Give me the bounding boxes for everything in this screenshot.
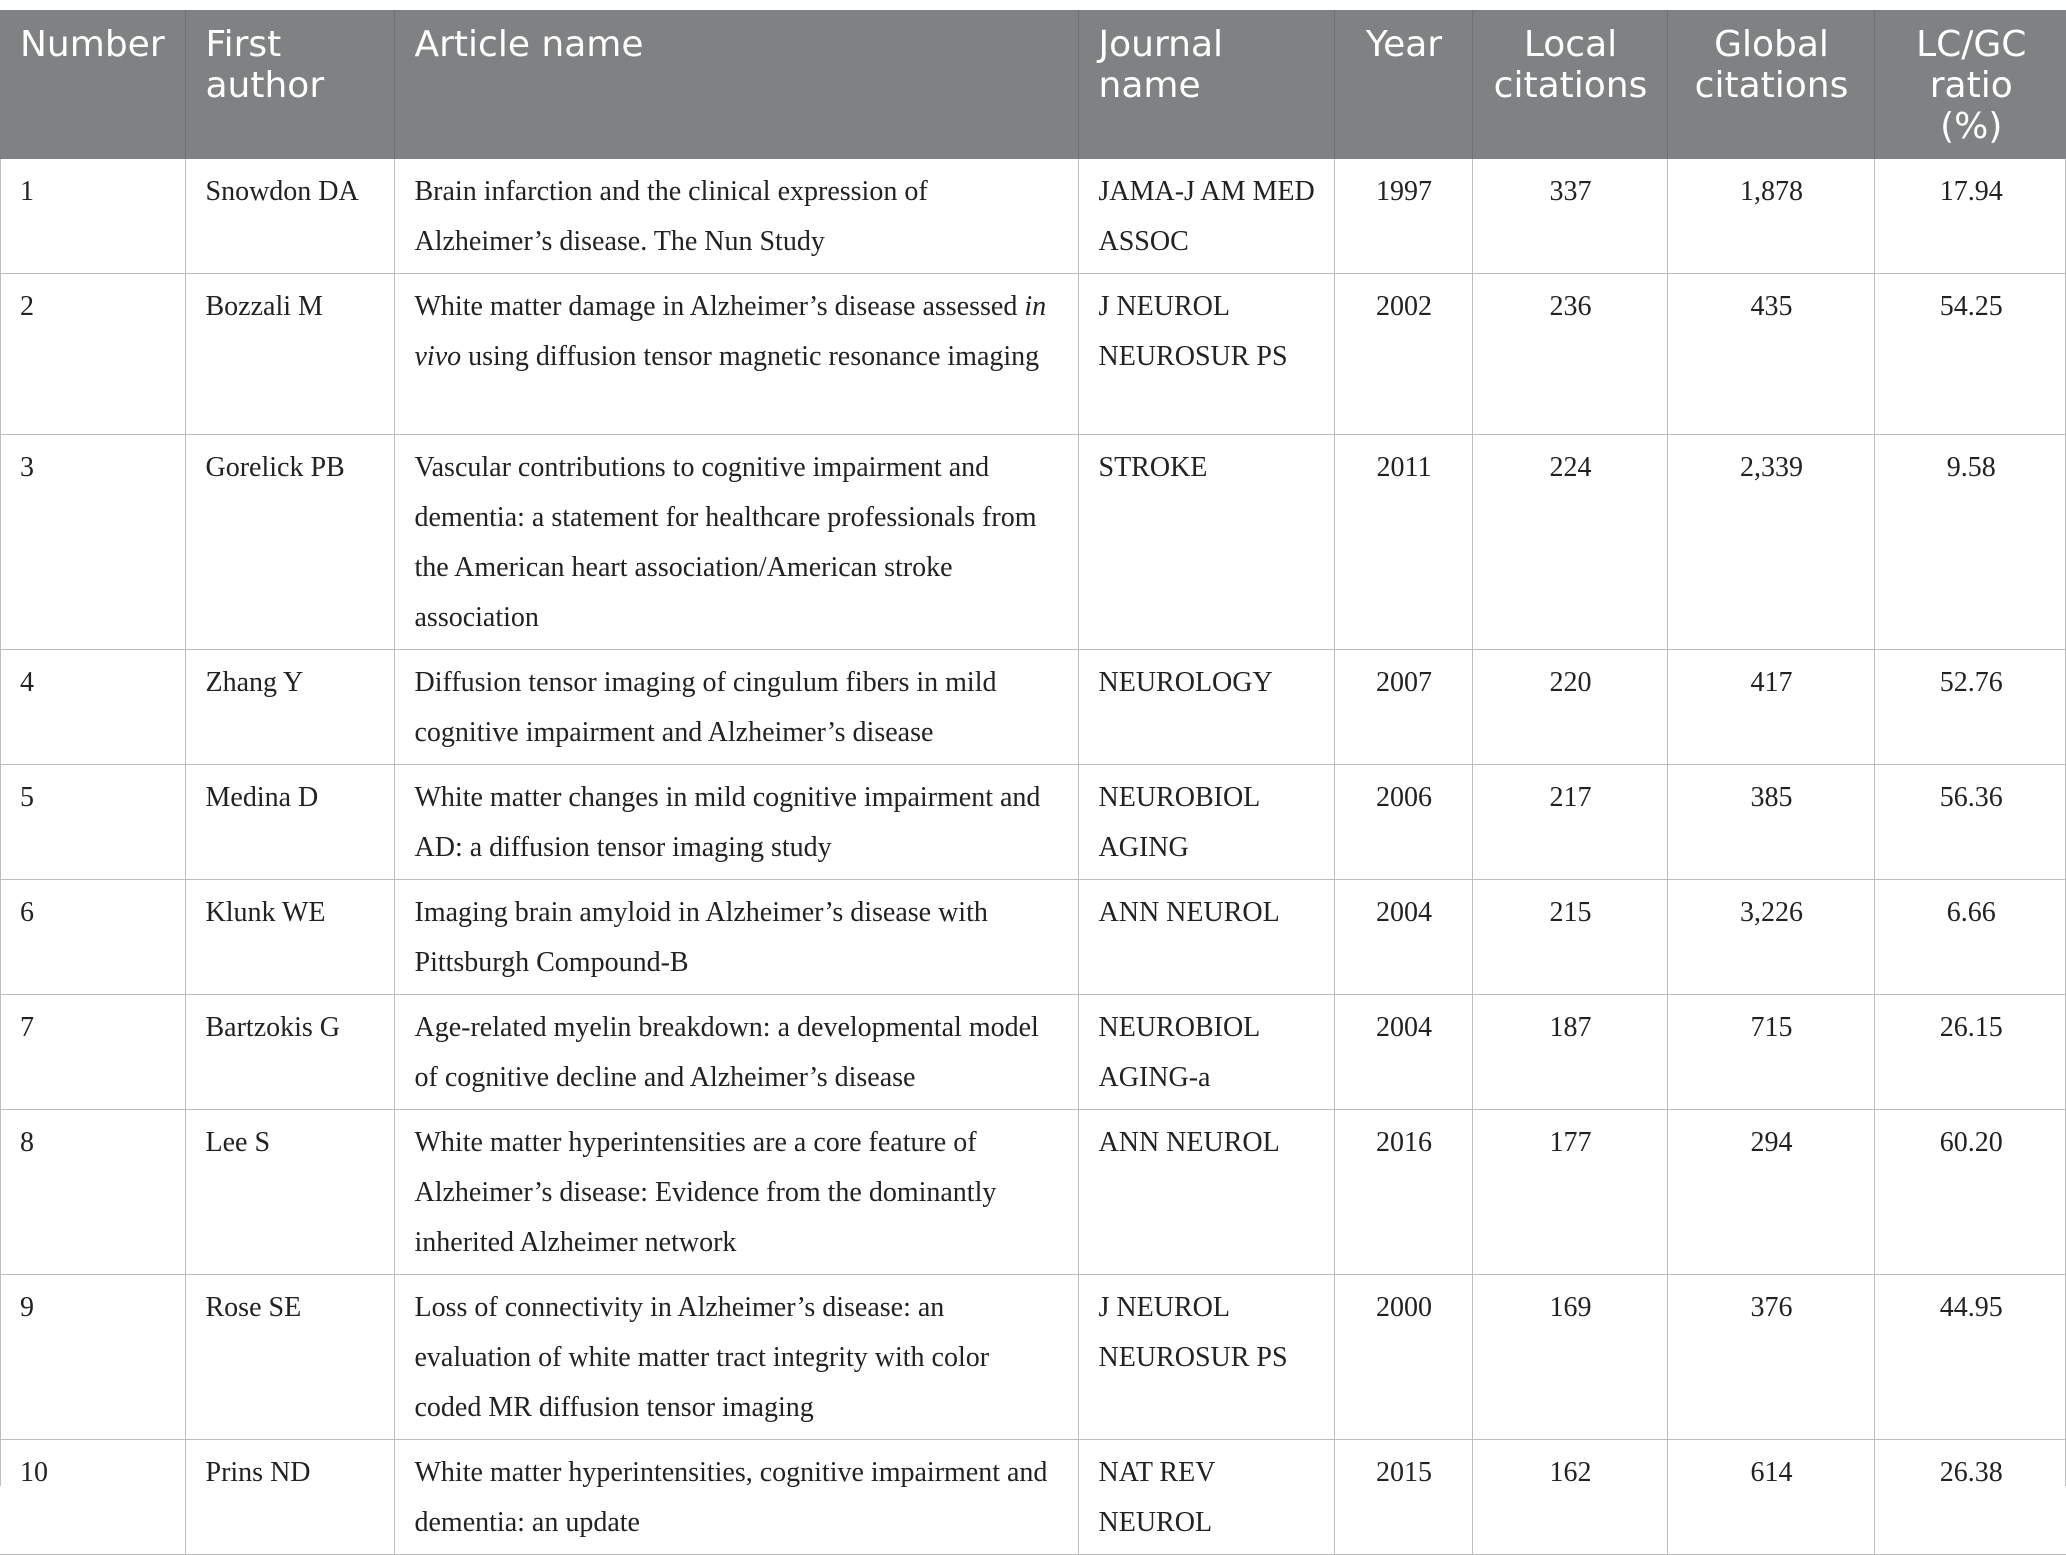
table-header bbox=[0, 10, 2066, 159]
article-name-text: White matter damage in Alzheimer’s disease assessed bbox=[414, 291, 1025, 322]
cell-article-name: White matter hyperintensities, cognitive impairment and dementia: an update bbox=[394, 1440, 1078, 1555]
table-row bbox=[0, 880, 2066, 995]
cell-local-citations: 162 bbox=[1472, 1440, 1667, 1555]
cell-journal-name: NEUROBIOL AGING-a bbox=[1078, 995, 1334, 1110]
cell-lc-gc-ratio: 6.66 bbox=[1874, 880, 2066, 995]
cell-journal-name: NAT REV NEUROL bbox=[1078, 1440, 1334, 1555]
cell-lc-gc-ratio: 17.94 bbox=[1874, 159, 2066, 274]
cell-number: 7 bbox=[0, 995, 185, 1110]
cell-number: 8 bbox=[0, 1110, 185, 1275]
cell-number: 2 bbox=[0, 274, 185, 435]
header-number: Number bbox=[0, 10, 185, 159]
table-row bbox=[0, 274, 2066, 435]
cell-first-author: Prins ND bbox=[185, 1440, 394, 1555]
cell-local-citations: 177 bbox=[1472, 1110, 1667, 1275]
table-row bbox=[0, 159, 2066, 274]
citations-table-container bbox=[0, 10, 2066, 1555]
cell-local-citations: 217 bbox=[1472, 765, 1667, 880]
cell-first-author: Snowdon DA bbox=[185, 159, 394, 274]
cell-number: 5 bbox=[0, 765, 185, 880]
cell-local-citations: 220 bbox=[1472, 650, 1667, 765]
cell-year: 2011 bbox=[1334, 435, 1472, 650]
cell-lc-gc-ratio: 26.15 bbox=[1874, 995, 2066, 1110]
cell-first-author: Bartzokis G bbox=[185, 995, 394, 1110]
cell-article-name: Brain infarction and the clinical expression of Alzheimer’s disease. The Nun Study bbox=[394, 159, 1078, 274]
header-global-citations: Global citations bbox=[1667, 10, 1874, 159]
cell-global-citations: 2,339 bbox=[1667, 435, 1874, 650]
cell-global-citations: 376 bbox=[1667, 1275, 1874, 1440]
cell-year: 2015 bbox=[1334, 1440, 1472, 1555]
cell-lc-gc-ratio: 9.58 bbox=[1874, 435, 2066, 650]
cell-article-name: White matter hyperintensities are a core feature of Alzheimer’s disease: Evidence from the dominantly inherited Alzheimer network bbox=[394, 1110, 1078, 1275]
cell-number: 1 bbox=[0, 159, 185, 274]
cell-local-citations: 236 bbox=[1472, 274, 1667, 435]
table-body bbox=[0, 159, 2066, 1555]
cell-first-author: Gorelick PB bbox=[185, 435, 394, 650]
cell-lc-gc-ratio: 60.20 bbox=[1874, 1110, 2066, 1275]
cell-local-citations: 187 bbox=[1472, 995, 1667, 1110]
cell-global-citations: 435 bbox=[1667, 274, 1874, 435]
cell-local-citations: 337 bbox=[1472, 159, 1667, 274]
header-lc-gc-ratio: LC/GC ratio (%) bbox=[1874, 10, 2066, 159]
cell-journal-name: J NEUROL NEUROSUR PS bbox=[1078, 1275, 1334, 1440]
table-row bbox=[0, 765, 2066, 880]
cell-journal-name: NEUROBIOL AGING bbox=[1078, 765, 1334, 880]
cell-year: 1997 bbox=[1334, 159, 1472, 274]
cell-article-name: Diffusion tensor imaging of cingulum fibers in mild cognitive impairment and Alzheimer’s disease bbox=[394, 650, 1078, 765]
table-row bbox=[0, 650, 2066, 765]
cell-journal-name: ANN NEUROL bbox=[1078, 880, 1334, 995]
cell-number: 9 bbox=[0, 1275, 185, 1440]
cell-global-citations: 614 bbox=[1667, 1440, 1874, 1555]
cell-local-citations: 169 bbox=[1472, 1275, 1667, 1440]
table-row bbox=[0, 995, 2066, 1110]
header-journal-name: Journal name bbox=[1078, 10, 1334, 159]
cell-global-citations: 1,878 bbox=[1667, 159, 1874, 274]
cell-journal-name: ANN NEUROL bbox=[1078, 1110, 1334, 1275]
cell-lc-gc-ratio: 26.38 bbox=[1874, 1440, 2066, 1555]
cell-first-author: Lee S bbox=[185, 1110, 394, 1275]
cell-local-citations: 224 bbox=[1472, 435, 1667, 650]
cell-journal-name: JAMA-J AM MED ASSOC bbox=[1078, 159, 1334, 274]
cell-lc-gc-ratio: 54.25 bbox=[1874, 274, 2066, 435]
cell-year: 2002 bbox=[1334, 274, 1472, 435]
header-local-citations: Local citations bbox=[1472, 10, 1667, 159]
table-row bbox=[0, 1275, 2066, 1440]
article-name-italic-text: in vivo bbox=[414, 291, 1047, 372]
cell-year: 2007 bbox=[1334, 650, 1472, 765]
cell-journal-name: NEUROLOGY bbox=[1078, 650, 1334, 765]
header-article-name: Article name bbox=[394, 10, 1078, 159]
cell-article-name: Loss of connectivity in Alzheimer’s disease: an evaluation of white matter tract integrity with color coded MR diffusion tensor imaging bbox=[394, 1275, 1078, 1440]
cell-global-citations: 715 bbox=[1667, 995, 1874, 1110]
cell-first-author: Rose SE bbox=[185, 1275, 394, 1440]
cell-number: 4 bbox=[0, 650, 185, 765]
cell-article-name: Age-related myelin breakdown: a developmental model of cognitive decline and Alzheimer’s disease bbox=[394, 995, 1078, 1110]
cell-year: 2000 bbox=[1334, 1275, 1472, 1440]
cell-first-author: Medina D bbox=[185, 765, 394, 880]
cell-number: 3 bbox=[0, 435, 185, 650]
cell-lc-gc-ratio: 56.36 bbox=[1874, 765, 2066, 880]
cell-number: 6 bbox=[0, 880, 185, 995]
cell-year: 2016 bbox=[1334, 1110, 1472, 1275]
table-row bbox=[0, 1440, 2066, 1555]
cell-global-citations: 294 bbox=[1667, 1110, 1874, 1275]
cell-year: 2006 bbox=[1334, 765, 1472, 880]
article-name-text: using diffusion tensor magnetic resonance imaging bbox=[461, 341, 1040, 372]
cell-journal-name: J NEUROL NEUROSUR PS bbox=[1078, 274, 1334, 435]
cell-lc-gc-ratio: 52.76 bbox=[1874, 650, 2066, 765]
table-row bbox=[0, 435, 2066, 650]
cell-first-author: Bozzali M bbox=[185, 274, 394, 435]
cell-year: 2004 bbox=[1334, 880, 1472, 995]
table-row bbox=[0, 1110, 2066, 1275]
cell-article-name: Imaging brain amyloid in Alzheimer’s disease with Pittsburgh Compound-B bbox=[394, 880, 1078, 995]
cell-journal-name: STROKE bbox=[1078, 435, 1334, 650]
cell-first-author: Zhang Y bbox=[185, 650, 394, 765]
cell-lc-gc-ratio: 44.95 bbox=[1874, 1275, 2066, 1440]
cell-article-name: White matter changes in mild cognitive impairment and AD: a diffusion tensor imaging study bbox=[394, 765, 1078, 880]
cell-year: 2004 bbox=[1334, 995, 1472, 1110]
cell-article-name bbox=[394, 274, 1078, 435]
cell-article-name: Vascular contributions to cognitive impairment and dementia: a statement for healthcare professionals from the American heart association/American stroke association bbox=[394, 435, 1078, 650]
header-year: Year bbox=[1334, 10, 1472, 159]
cell-number: 10 bbox=[0, 1440, 185, 1555]
header-row bbox=[0, 10, 2066, 159]
citations-table bbox=[0, 10, 2066, 1555]
cell-first-author: Klunk WE bbox=[185, 880, 394, 995]
cell-global-citations: 417 bbox=[1667, 650, 1874, 765]
cell-local-citations: 215 bbox=[1472, 880, 1667, 995]
header-first-author: First author bbox=[185, 10, 394, 159]
cell-global-citations: 385 bbox=[1667, 765, 1874, 880]
cell-global-citations: 3,226 bbox=[1667, 880, 1874, 995]
